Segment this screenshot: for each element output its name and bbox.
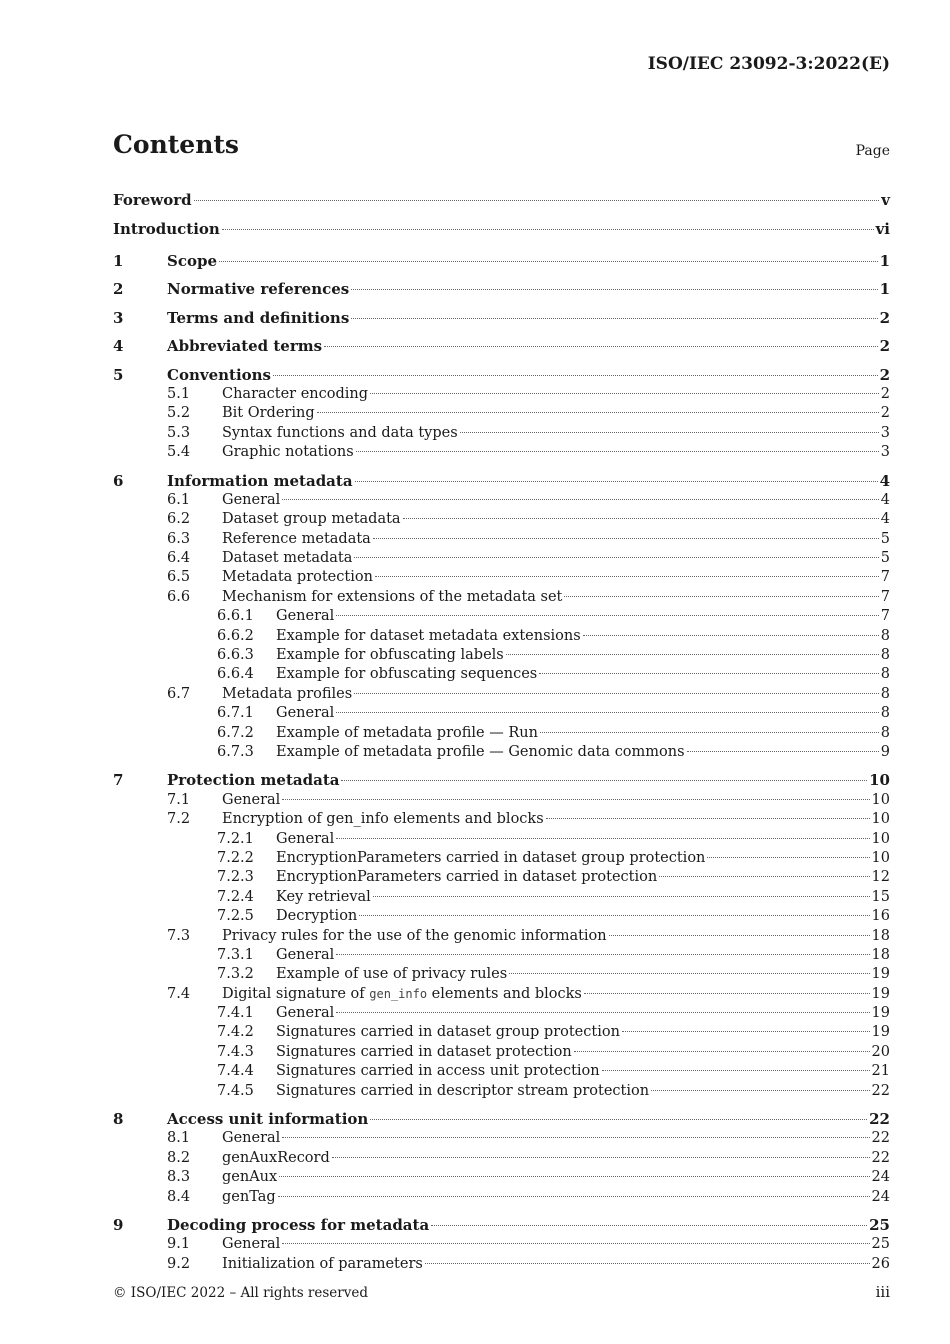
toc-entry-title: Encryption of gen_info elements and blocks <box>222 811 544 828</box>
toc-entry-title: General <box>276 608 335 625</box>
toc-entry-number: 6.2 <box>167 511 191 528</box>
dot-leader <box>509 973 869 974</box>
toc-entry-number: 7.4.2 <box>217 1024 254 1041</box>
toc-entry[interactable] <box>113 215 890 244</box>
toc-entry-number: 8 <box>113 1110 124 1129</box>
toc-entry-number: 7.2.2 <box>217 849 254 866</box>
toc-entry-number: 8.3 <box>167 1169 191 1186</box>
toc-entry[interactable] <box>113 771 890 790</box>
toc-entry[interactable] <box>113 1004 890 1023</box>
toc-entry-page: 10 <box>871 811 890 828</box>
toc-entry-title: General <box>222 491 281 508</box>
toc-entry-page: 19 <box>871 985 890 1002</box>
toc-entry-page: 4 <box>879 471 890 490</box>
toc-entry[interactable] <box>113 443 890 462</box>
toc-entry[interactable] <box>113 888 890 907</box>
dot-leader <box>425 1263 870 1264</box>
toc-entry[interactable] <box>113 186 890 215</box>
toc-entry[interactable] <box>113 549 890 568</box>
toc-entry-number: 6.6.2 <box>217 627 254 644</box>
toc-entry[interactable] <box>113 568 890 587</box>
dot-leader <box>282 1137 869 1138</box>
toc-entry[interactable] <box>113 491 890 510</box>
toc-entry-title-part: elements and blocks <box>427 985 582 1002</box>
toc-entry-number: 6.1 <box>167 491 191 508</box>
dot-leader <box>282 799 869 800</box>
dot-leader <box>574 1051 870 1052</box>
document-id: ISO/IEC 23092-3:2022(E) <box>647 54 890 74</box>
toc-entry-number: 8.4 <box>167 1188 191 1205</box>
toc-entry-number: 7.4.5 <box>217 1082 254 1099</box>
toc-entry-title: Mechanism for extensions of the metadata set <box>222 588 563 605</box>
toc-entry-number: 7.4 <box>167 985 191 1002</box>
dot-leader <box>707 857 869 858</box>
toc-entry-title: Graphic notations <box>222 444 354 461</box>
toc-entry-number: 7.2.3 <box>217 869 254 886</box>
toc-entry[interactable] <box>113 1188 890 1207</box>
toc-entry-number: 7.3.2 <box>217 966 254 983</box>
toc-entry-title: Character encoding <box>222 385 369 402</box>
toc-entry-page: v <box>881 191 890 209</box>
dot-leader <box>403 518 879 519</box>
toc-entry-page: 5 <box>880 550 890 567</box>
toc-entry[interactable] <box>113 1149 890 1168</box>
dot-leader <box>336 838 869 839</box>
toc-entry-number: 7.4.3 <box>217 1043 254 1060</box>
toc-entry[interactable] <box>113 424 890 443</box>
toc-entry[interactable] <box>113 849 890 868</box>
toc-entry-page: vi <box>875 219 890 238</box>
toc-entry[interactable] <box>113 472 890 491</box>
toc-entry-title: Example of use of privacy rules <box>276 966 508 983</box>
toc-entry-number: 7.2.1 <box>217 830 254 847</box>
toc-entry-page: 22 <box>869 1110 890 1129</box>
toc-entry[interactable] <box>113 724 890 743</box>
toc-entry-number: 6.6 <box>167 588 191 605</box>
toc-entry-page: 22 <box>871 1082 890 1099</box>
toc-entry-number: 6.7.1 <box>217 705 254 722</box>
toc-entry-number: 7.4.1 <box>217 1005 254 1022</box>
toc-entry-page: 4 <box>880 491 890 508</box>
dot-leader <box>622 1031 870 1032</box>
toc-entry[interactable] <box>113 404 890 423</box>
dot-leader <box>273 375 878 376</box>
toc-entry-title: EncryptionParameters carried in dataset protection <box>276 869 658 886</box>
toc-entry-title: Signatures carried in dataset protection <box>276 1043 572 1060</box>
toc-entry-page: 19 <box>871 966 890 983</box>
toc-entry-title: Metadata profiles <box>222 685 353 702</box>
toc-entry[interactable] <box>113 1216 890 1235</box>
toc-entry-title: genAux <box>222 1169 278 1186</box>
toc-entry[interactable] <box>113 309 890 328</box>
toc-entry-page: 12 <box>871 869 890 886</box>
toc-entry[interactable] <box>113 985 890 1004</box>
toc-entry[interactable] <box>113 366 890 385</box>
toc-entry[interactable] <box>113 252 890 271</box>
dot-leader <box>373 896 870 897</box>
dot-leader <box>356 451 879 452</box>
toc-entry-number: 6.7.2 <box>217 724 254 741</box>
toc-entry[interactable] <box>113 1129 890 1148</box>
toc-entry[interactable] <box>113 946 890 965</box>
toc-entry-page: 24 <box>871 1188 890 1205</box>
toc-entry-number: 7.1 <box>167 791 191 808</box>
toc-entry-number: 5.2 <box>167 405 191 422</box>
dot-leader <box>370 1119 867 1120</box>
table-of-contents <box>113 186 890 1274</box>
toc-entry-number: 6.6.3 <box>217 647 254 664</box>
toc-entry-page: 19 <box>871 1005 890 1022</box>
toc-entry-number: 7.4.4 <box>217 1063 254 1080</box>
toc-entry-title: General <box>276 1005 335 1022</box>
dot-leader <box>609 935 870 936</box>
dot-leader <box>317 412 879 413</box>
dot-leader <box>282 499 878 500</box>
toc-entry-title: General <box>222 1236 281 1253</box>
toc-entry-number: 5.1 <box>167 385 191 402</box>
dot-leader <box>336 712 878 713</box>
toc-entry[interactable] <box>113 1043 890 1062</box>
toc-entry-number: 7.2.5 <box>217 908 254 925</box>
toc-entry-title: Foreword <box>113 191 192 209</box>
dot-leader <box>546 818 870 819</box>
toc-entry-title: Dataset group metadata <box>222 511 401 528</box>
toc-entry-page: 15 <box>871 888 890 905</box>
toc-entry[interactable] <box>113 646 890 665</box>
dot-leader <box>222 229 874 230</box>
toc-entry-title: Signatures carried in descriptor stream protection <box>276 1082 650 1099</box>
dot-leader <box>583 635 879 636</box>
toc-entry-number: 6.3 <box>167 530 191 547</box>
dot-leader <box>375 576 879 577</box>
dot-leader <box>539 673 879 674</box>
toc-entry-page: 8 <box>880 705 890 722</box>
toc-entry-page: 10 <box>871 791 890 808</box>
toc-entry-title: Decoding process for metadata <box>167 1215 430 1234</box>
toc-entry-page: 10 <box>869 771 890 790</box>
toc-entry-title: Example of metadata profile — Genomic data commons <box>276 743 685 760</box>
toc-entry-page: 22 <box>871 1149 890 1166</box>
dot-leader <box>341 780 867 781</box>
toc-entry[interactable] <box>113 791 890 810</box>
toc-entry[interactable] <box>113 607 890 626</box>
toc-entry-number: 6.6.1 <box>217 608 254 625</box>
dot-leader <box>336 1012 869 1013</box>
dot-leader <box>282 1243 869 1244</box>
toc-entry[interactable] <box>113 810 890 829</box>
toc-entry-title: genAuxRecord <box>222 1149 330 1166</box>
toc-entry-page: 3 <box>880 444 890 461</box>
toc-entry-title: General <box>222 791 281 808</box>
dot-leader <box>336 954 869 955</box>
toc-entry-page: 7 <box>880 608 890 625</box>
toc-entry-title: Normative references <box>167 280 350 299</box>
toc-entry[interactable] <box>113 927 890 946</box>
toc-entry-page: 21 <box>871 1063 890 1080</box>
toc-entry-title: Scope <box>167 252 218 270</box>
toc-entry-page: 4 <box>880 511 890 528</box>
toc-entry[interactable] <box>113 1168 890 1187</box>
dot-leader <box>373 538 879 539</box>
toc-entry-number: 7.3 <box>167 927 191 944</box>
dot-leader <box>370 393 879 394</box>
toc-entry-title: Metadata protection <box>222 569 373 586</box>
dot-leader <box>351 289 877 290</box>
toc-entry-page: 2 <box>880 385 890 402</box>
toc-entry-title: Abbreviated terms <box>167 337 323 356</box>
dot-leader <box>602 1070 870 1071</box>
toc-entry[interactable] <box>113 588 890 607</box>
dot-leader <box>324 346 877 347</box>
toc-entry-title: Introduction <box>113 219 220 238</box>
toc-entry-title: Initialization of parameters <box>222 1255 423 1272</box>
dot-leader <box>540 732 879 733</box>
toc-entry[interactable] <box>113 743 890 762</box>
toc-entry-code-term: gen_info <box>369 986 428 1001</box>
toc-entry-number: 9.1 <box>167 1236 191 1253</box>
toc-entry[interactable] <box>113 1255 890 1274</box>
dot-leader <box>278 1196 870 1197</box>
toc-entry-title: Bit Ordering <box>222 405 315 422</box>
toc-entry-number: 9.2 <box>167 1255 191 1272</box>
toc-entry-title: General <box>276 946 335 963</box>
toc-entry-page: 20 <box>871 1043 890 1060</box>
toc-entry-title: General <box>276 705 335 722</box>
toc-entry[interactable] <box>113 1023 890 1042</box>
toc-entry-title: Example of metadata profile — Run <box>276 724 538 741</box>
toc-entry-page: 8 <box>880 666 890 683</box>
toc-entry-number: 7.3.1 <box>217 946 254 963</box>
dot-leader <box>355 481 878 482</box>
toc-entry-page: 8 <box>880 724 890 741</box>
toc-entry-title: Dataset metadata <box>222 550 353 567</box>
toc-entry-title: genTag <box>222 1188 276 1205</box>
toc-entry-page: 9 <box>880 743 890 760</box>
toc-entry-number: 5 <box>113 365 124 384</box>
toc-entry-number: 7.2 <box>167 811 191 828</box>
toc-entry[interactable] <box>113 665 890 684</box>
toc-entry-page: 2 <box>879 337 890 356</box>
toc-entry[interactable] <box>113 1082 890 1101</box>
dot-leader <box>431 1225 867 1226</box>
toc-entry-number: 6 <box>113 471 124 490</box>
toc-entry[interactable] <box>113 337 890 356</box>
toc-entry-page: 18 <box>871 927 890 944</box>
toc-entry[interactable] <box>113 385 890 404</box>
dot-leader <box>219 261 878 262</box>
toc-entry-number: 6.7 <box>167 685 191 702</box>
toc-entry-page: 3 <box>880 424 890 441</box>
dot-leader <box>564 596 878 597</box>
toc-entry-page: 25 <box>871 1236 890 1253</box>
toc-entry-page: 8 <box>880 685 890 702</box>
dot-leader <box>194 200 880 201</box>
toc-entry-title: Conventions <box>167 365 271 384</box>
toc-entry-number: 7 <box>113 771 124 790</box>
toc-entry-title: Terms and definitions <box>167 308 350 327</box>
toc-entry[interactable] <box>113 627 890 646</box>
toc-entry-page: 22 <box>871 1130 890 1147</box>
dot-leader <box>651 1090 869 1091</box>
toc-entry-page: 25 <box>869 1215 890 1234</box>
toc-entry-title: Example for obfuscating labels <box>276 647 504 664</box>
toc-entry[interactable] <box>113 907 890 926</box>
toc-entry-page: 26 <box>871 1255 890 1272</box>
toc-entry-title: Reference metadata <box>222 530 371 547</box>
copyright-notice: © ISO/IEC 2022 – All rights reserved <box>113 1285 368 1301</box>
toc-entry[interactable] <box>113 704 890 723</box>
toc-entry-title: Key retrieval <box>276 888 371 905</box>
page-title: Contents <box>113 130 240 159</box>
toc-entry-page: 1 <box>879 252 890 270</box>
toc-entry-page: 2 <box>879 308 890 327</box>
toc-entry-title: Privacy rules for the use of the genomic information <box>222 927 607 944</box>
toc-entry-page: 10 <box>871 830 890 847</box>
toc-entry-number: 6.4 <box>167 550 191 567</box>
toc-entry-title: Access unit information <box>167 1110 369 1129</box>
toc-entry[interactable] <box>113 530 890 549</box>
toc-entry-page: 2 <box>880 405 890 422</box>
toc-entry-title-part: Digital signature of <box>222 985 370 1002</box>
toc-entry-title: Syntax functions and data types <box>222 424 458 441</box>
toc-entry-page: 19 <box>871 1024 890 1041</box>
toc-entry[interactable] <box>113 685 890 704</box>
toc-entry-number: 6.5 <box>167 569 191 586</box>
toc-entry[interactable] <box>113 1062 890 1081</box>
dot-leader <box>354 693 879 694</box>
toc-entry-number: 5.4 <box>167 444 191 461</box>
toc-entry-number: 6.7.3 <box>217 743 254 760</box>
dot-leader <box>359 915 869 916</box>
toc-entry-title: General <box>276 830 335 847</box>
toc-entry-page: 1 <box>879 280 890 299</box>
dot-leader <box>279 1176 869 1177</box>
toc-entry[interactable] <box>113 830 890 849</box>
toc-entry[interactable] <box>113 510 890 529</box>
toc-entry-number: 1 <box>113 252 124 270</box>
dot-leader <box>354 557 878 558</box>
toc-entry-number: 2 <box>113 280 124 299</box>
toc-entry-page: 7 <box>880 569 890 586</box>
dot-leader <box>336 615 878 616</box>
toc-entry-title: Signatures carried in access unit protection <box>276 1063 600 1080</box>
toc-entry-page: 8 <box>880 627 890 644</box>
toc-entry-page: 16 <box>871 908 890 925</box>
dot-leader <box>659 876 869 877</box>
page-column-label: Page <box>855 143 890 159</box>
toc-entry-title: General <box>222 1130 281 1147</box>
toc-entry[interactable] <box>113 1110 890 1129</box>
toc-entry[interactable] <box>113 1235 890 1254</box>
toc-entry-page: 10 <box>871 849 890 866</box>
toc-entry[interactable] <box>113 965 890 984</box>
toc-entry-page: 2 <box>879 365 890 384</box>
toc-entry-title: Information metadata <box>167 471 353 490</box>
toc-entry-number: 3 <box>113 308 124 327</box>
dot-leader <box>687 751 879 752</box>
toc-entry-number: 6.6.4 <box>217 666 254 683</box>
dot-leader <box>460 432 879 433</box>
toc-entry-page: 18 <box>871 946 890 963</box>
dot-leader <box>332 1157 870 1158</box>
toc-entry-title: Protection metadata <box>167 771 340 790</box>
toc-entry-page: 7 <box>880 588 890 605</box>
toc-entry-number: 7.2.4 <box>217 888 254 905</box>
toc-entry-page: 24 <box>871 1169 890 1186</box>
page-number: iii <box>875 1283 890 1301</box>
dot-leader <box>351 318 877 319</box>
toc-entry-title: EncryptionParameters carried in dataset group protection <box>276 849 706 866</box>
toc-entry-number: 5.3 <box>167 424 191 441</box>
toc-entry-number: 8.2 <box>167 1149 191 1166</box>
toc-entry-title <box>222 985 582 1004</box>
toc-entry-title: Example for dataset metadata extensions <box>276 627 581 644</box>
toc-entry-title: Example for obfuscating sequences <box>276 666 538 683</box>
toc-entry-title: Decryption <box>276 908 358 925</box>
toc-entry-number: 8.1 <box>167 1130 191 1147</box>
toc-entry[interactable] <box>113 280 890 299</box>
dot-leader <box>584 993 870 994</box>
toc-entry[interactable] <box>113 868 890 887</box>
toc-entry-page: 8 <box>880 647 890 664</box>
dot-leader <box>506 654 879 655</box>
toc-entry-number: 4 <box>113 337 124 356</box>
toc-entry-page: 5 <box>880 530 890 547</box>
toc-entry-number: 9 <box>113 1215 124 1234</box>
toc-entry-title: Signatures carried in dataset group protection <box>276 1024 620 1041</box>
